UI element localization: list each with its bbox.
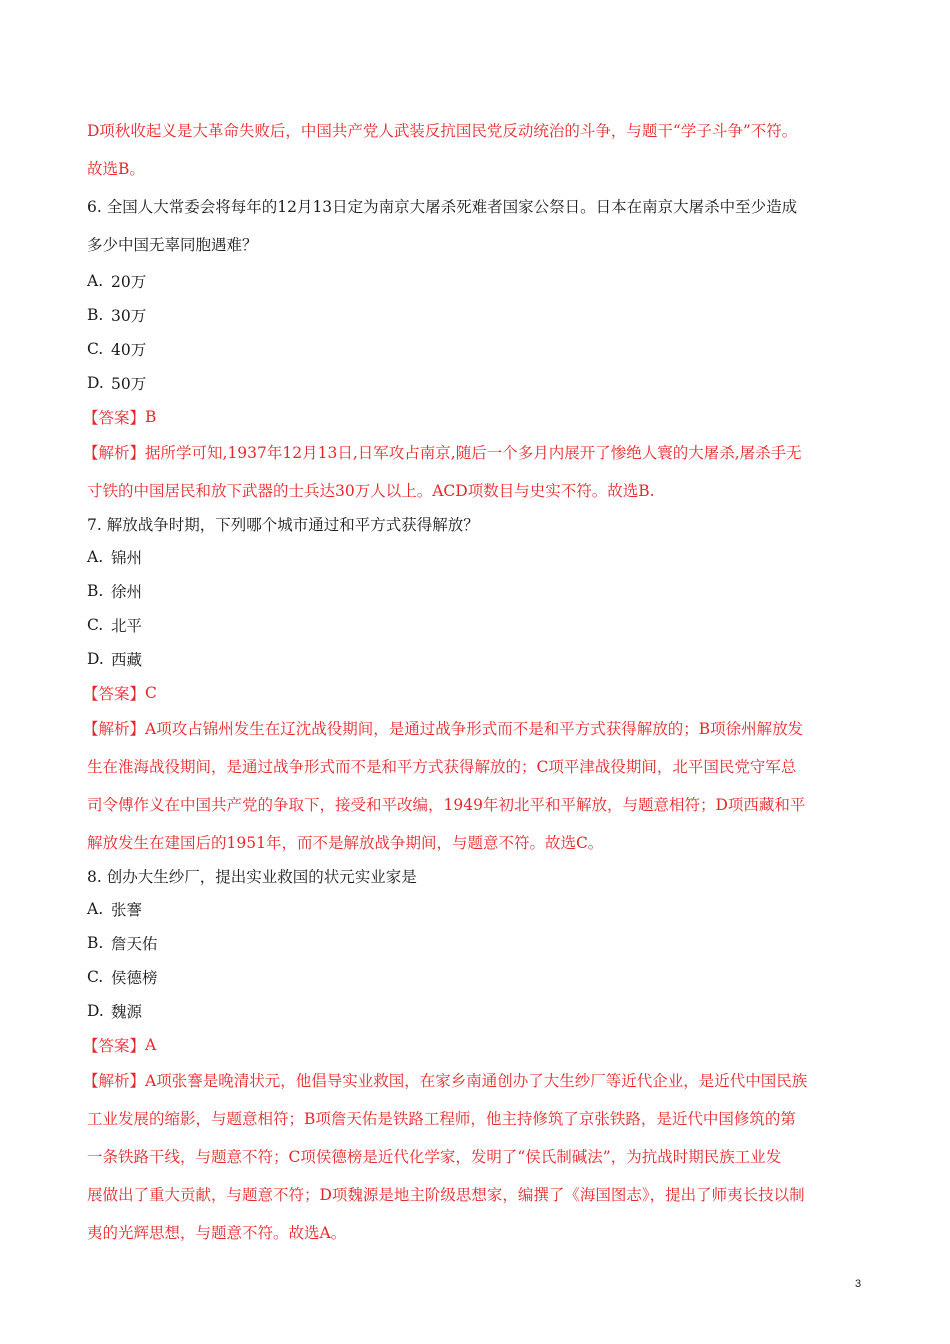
option-a <box>87 892 870 926</box>
analysis-tag: 【解析】 <box>83 444 146 462</box>
option-text: 北平 <box>111 617 143 635</box>
option-letter: B. <box>87 306 104 324</box>
page-number: 3 <box>855 1278 862 1290</box>
option-a <box>87 540 870 574</box>
question-stem-cont: 多少中国无辜同胞遇难？ <box>87 236 258 254</box>
option-c <box>87 960 870 994</box>
option-b <box>87 574 870 608</box>
option-letter: C. <box>87 340 104 358</box>
option-letter: C. <box>87 968 104 986</box>
analysis-line <box>83 434 870 472</box>
question-stem: 8. 创办大生纱厂，提出实业救国的状元实业家是 <box>87 868 417 886</box>
option-letter: D. <box>87 1002 104 1020</box>
answer-value: C <box>145 684 157 702</box>
answer-tag: 【答案】 <box>83 409 146 427</box>
option-c <box>87 332 870 366</box>
option-letter: C. <box>87 616 104 634</box>
question-7 <box>83 510 870 862</box>
option-text: 50万 <box>111 375 147 393</box>
option-letter: B. <box>87 934 104 952</box>
answer-tag: 【答案】 <box>83 685 146 703</box>
option-letter: A. <box>87 548 104 566</box>
question-stem: 7. 解放战争时期，下列哪个城市通过和平方式获得解放？ <box>87 516 479 534</box>
answer-line <box>83 400 870 434</box>
analysis-line: 展做出了重大贡献，与题意不符；D项魏源是地主阶级思想家，编撰了《海国图志》，提出了师夷长技以制 <box>87 1186 805 1204</box>
analysis-text: A项张謇是晚清状元，他倡导实业救国，在家乡南通创办了大生纱厂等近代企业，是近代中国民族 <box>145 1072 808 1090</box>
page-content <box>83 112 870 1252</box>
option-text: 锦州 <box>111 549 143 567</box>
question-8 <box>83 862 870 1252</box>
answer-line <box>83 676 870 710</box>
option-text: 20万 <box>111 273 147 291</box>
analysis-line: 生在淮海战役期间，是通过战争形式而不是和平方式获得解放的；C项平津战役期间，北平国民党守军总 <box>87 758 797 776</box>
analysis-line: 一条铁路干线，与题意不符；C项侯德榜是近代化学家，发明了“侯氏制碱法”，为抗战时期民族工业发 <box>87 1148 782 1166</box>
option-letter: A. <box>87 900 104 918</box>
option-text: 张謇 <box>111 901 143 919</box>
intro-analysis <box>87 112 870 188</box>
answer-tag: 【答案】 <box>83 1037 146 1055</box>
option-text: 魏源 <box>111 1003 143 1021</box>
analysis-line: 夷的光辉思想，与题意不符。故选A。 <box>87 1224 347 1242</box>
option-letter: D. <box>87 650 104 668</box>
analysis-line: 寸铁的中国居民和放下武器的士兵达30万人以上。ACD项数目与史实不符。故选B. <box>87 482 655 500</box>
option-b <box>87 926 870 960</box>
option-d <box>87 366 870 400</box>
option-text: 西藏 <box>111 651 143 669</box>
answer-value: A <box>145 1036 157 1054</box>
option-letter: D. <box>87 374 104 392</box>
analysis-line <box>83 710 870 748</box>
analysis-text: 据所学可知,1937年12月13日,日军攻占南京,随后一个多月内展开了惨绝人寰的大屠杀,屠杀手无 <box>145 444 802 462</box>
question-stem: 6. 全国人大常委会将每年的12月13日定为南京大屠杀死难者国家公祭日。日本在南京大屠杀中至少造成 <box>87 198 798 216</box>
option-letter: B. <box>87 582 104 600</box>
option-b <box>87 298 870 332</box>
intro-line-1: D项秋收起义是大革命失败后，中国共产党人武装反抗国民党反动统治的斗争，与题干“学子斗争”不符。 <box>87 122 798 140</box>
analysis-tag: 【解析】 <box>83 1072 146 1090</box>
answer-value: B <box>145 408 157 426</box>
analysis <box>83 710 870 862</box>
option-d <box>87 994 870 1028</box>
intro-line-2: 故选B。 <box>87 160 145 178</box>
analysis <box>83 1062 870 1252</box>
option-d <box>87 642 870 676</box>
analysis-text: A项攻占锦州发生在辽沈战役期间，是通过战争形式而不是和平方式获得解放的；B项徐州解放发 <box>145 720 804 738</box>
analysis-line: 工业发展的缩影，与题意相符；B项詹天佑是铁路工程师，他主持修筑了京张铁路，是近代中国修筑的第 <box>87 1110 796 1128</box>
option-text: 詹天佑 <box>111 935 158 953</box>
answer-line <box>83 1028 870 1062</box>
option-text: 侯德榜 <box>111 969 158 987</box>
option-a <box>87 264 870 298</box>
option-text: 40万 <box>111 341 147 359</box>
analysis <box>83 434 870 510</box>
analysis-line: 解放发生在建国后的1951年，而不是解放战争期间，与题意不符。故选C。 <box>87 834 604 852</box>
analysis-line: 司令傅作义在中国共产党的争取下，接受和平改编，1949年初北平和平解放，与题意相符；D项西藏和平 <box>87 796 806 814</box>
option-letter: A. <box>87 272 104 290</box>
option-text: 徐州 <box>111 583 143 601</box>
question-6 <box>83 188 870 510</box>
option-text: 30万 <box>111 307 147 325</box>
option-c <box>87 608 870 642</box>
analysis-tag: 【解析】 <box>83 720 146 738</box>
analysis-line <box>83 1062 870 1100</box>
